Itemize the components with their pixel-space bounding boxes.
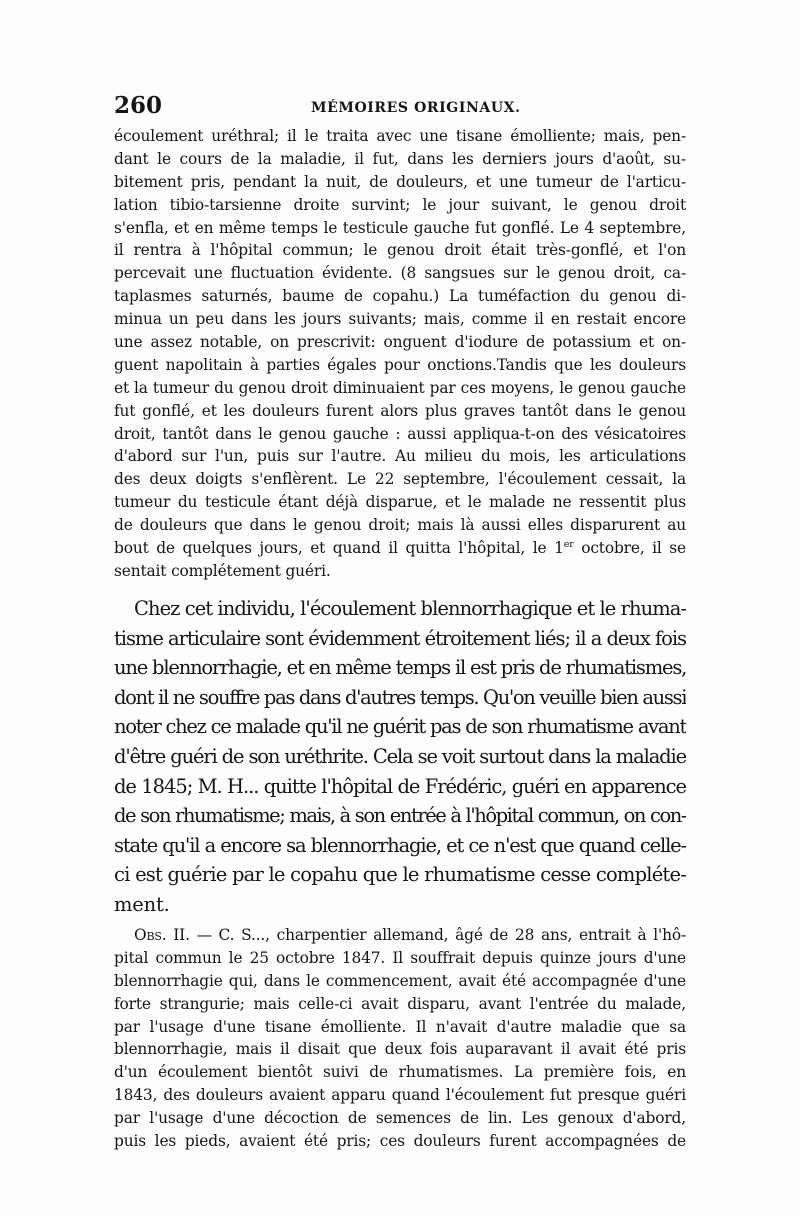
- text-line: d'abord sur l'un, puis sur l'autre. Au milieu du mois, les articulations: [114, 447, 686, 466]
- paragraph-commentary: [114, 594, 686, 920]
- text-line: forte strangurie; mais celle-ci avait disparu, avant l'entrée du malade,: [114, 994, 686, 1013]
- page-header: [114, 92, 686, 124]
- text-line: droit, tantôt dans le genou gauche : aussi appliqua-t-on des vésicatoires: [114, 424, 686, 443]
- text-line: une assez notable, on prescrivit: onguent d'iodure de potassium et on-: [114, 333, 686, 352]
- text-line: noter chez ce malade qu'il ne guérit pas de son rhumatisme avant: [114, 715, 686, 739]
- text-line: [114, 924, 686, 947]
- text-line: pital commun le 25 octobre 1847. Il souffrait depuis quinze jours d'une: [114, 948, 686, 967]
- paragraph-observation-2: [114, 924, 686, 1153]
- text-line: taplasmes saturnés, baume de copahu.) La tuméfaction du genou di-: [114, 287, 686, 306]
- text-line: minua un peu dans les jours suivants; mais, comme il en restait encore: [114, 310, 686, 329]
- text-line: il rentra à l'hôpital commun; le genou droit était très-gonflé, et l'on: [114, 241, 686, 260]
- text-line: dont il ne souffre pas dans d'autres temps. Qu'on veuille bien aussi: [114, 685, 686, 709]
- text-line: de douleurs que dans le genou droit; mais là aussi elles disparurent au: [114, 516, 686, 535]
- text-line: écoulement uréthral; il le traita avec une tisane émolliente; mais, pen-: [114, 127, 686, 145]
- text-line: par l'usage d'une décoction de semences de lin. Les genoux d'abord,: [114, 1109, 686, 1128]
- text-line: de son rhumatisme; mais, à son entrée à l'hôpital commun, on con-: [114, 804, 686, 828]
- text-line: dant le cours de la maladie, il fut, dans les derniers jours d'août, su-: [114, 149, 686, 168]
- observation-label: Obs. II.: [134, 926, 190, 944]
- text-line: sentait complétement guéri.: [114, 561, 331, 580]
- text-line: s'enfla, et en même temps le testicule gauche fut gonflé. Le 4 septembre,: [114, 218, 686, 237]
- text-line: une blennorrhagie, et en même temps il est pris de rhumatismes,: [114, 656, 686, 680]
- text-line: ci est guérie par le copahu que le rhumatisme cesse compléte-: [114, 863, 686, 887]
- text-fragment: bout de quelques jours, et quand il quitta l'hôpital, le 1: [114, 539, 564, 558]
- text-line: de 1845; M. H... quitte l'hôpital de Frédéric, guéri en apparence: [114, 774, 686, 798]
- text-line: blennorrhagie, mais il disait que deux fois auparavant il avait été pris: [114, 1040, 686, 1059]
- text-line: des deux doigts s'enflèrent. Le 22 septembre, l'écoulement cessait, la: [114, 470, 686, 489]
- text-line: tisme articulaire sont évidemment étroitement liés; il a deux fois: [114, 626, 686, 650]
- text-line: lation tibio-tarsienne droite survint; le jour suivant, le genou droit: [114, 195, 686, 214]
- running-head: MÉMOIRES ORIGINAUX.: [311, 100, 521, 116]
- text-line: tumeur du testicule étant déjà disparue, et le malade ne ressentit plus: [114, 493, 686, 512]
- text-line: 1843, des douleurs avaient apparu quand l'écoulement fut presque guéri: [114, 1086, 686, 1105]
- text-line: guent napolitain à parties égales pour onctions.Tandis que les douleurs: [114, 355, 686, 374]
- text-line: ment.: [114, 892, 170, 916]
- text-line: puis les pieds, avaient été pris; ces douleurs furent accompagnées de: [114, 1132, 686, 1151]
- ordinal-superscript: er: [563, 538, 574, 550]
- text-fragment: octobre, il se: [573, 539, 686, 558]
- page-number: 260: [114, 92, 163, 119]
- text-fragment: — C. S..., charpentier allemand, âgé de 28 ans, entrait à l'hô-: [189, 926, 686, 944]
- text-line: fut gonflé, et les douleurs furent alors plus graves tantôt dans le genou: [114, 401, 686, 420]
- text-line: percevait une fluctuation évidente. (8 sangsues sur le genou droit, ca-: [114, 264, 686, 283]
- text-line: blennorrhagie qui, dans le commencement, avait été accompagnée d'une: [114, 971, 686, 990]
- text-line: bitement pris, pendant la nuit, de douleurs, et une tumeur de l'articu-: [114, 172, 686, 191]
- text-line: [114, 537, 686, 560]
- text-line: Chez cet individu, l'écoulement blennorrhagique et le rhuma-: [134, 597, 686, 620]
- text-line: d'un écoulement bientôt suivi de rhumatismes. La première fois, en: [114, 1063, 686, 1082]
- text-line: par l'usage d'une tisane émolliente. Il n'avait d'autre maladie que sa: [114, 1017, 686, 1036]
- paragraph-case-continuation: [114, 125, 686, 583]
- text-line: et la tumeur du genou droit diminuaient par ces moyens, le genou gauche: [114, 378, 686, 397]
- text-line: d'être guéri de son uréthrite. Cela se voit surtout dans la maladie: [114, 744, 686, 768]
- text-line: state qu'il a encore sa blennorrhagie, et ce n'est que quand celle-: [114, 833, 686, 857]
